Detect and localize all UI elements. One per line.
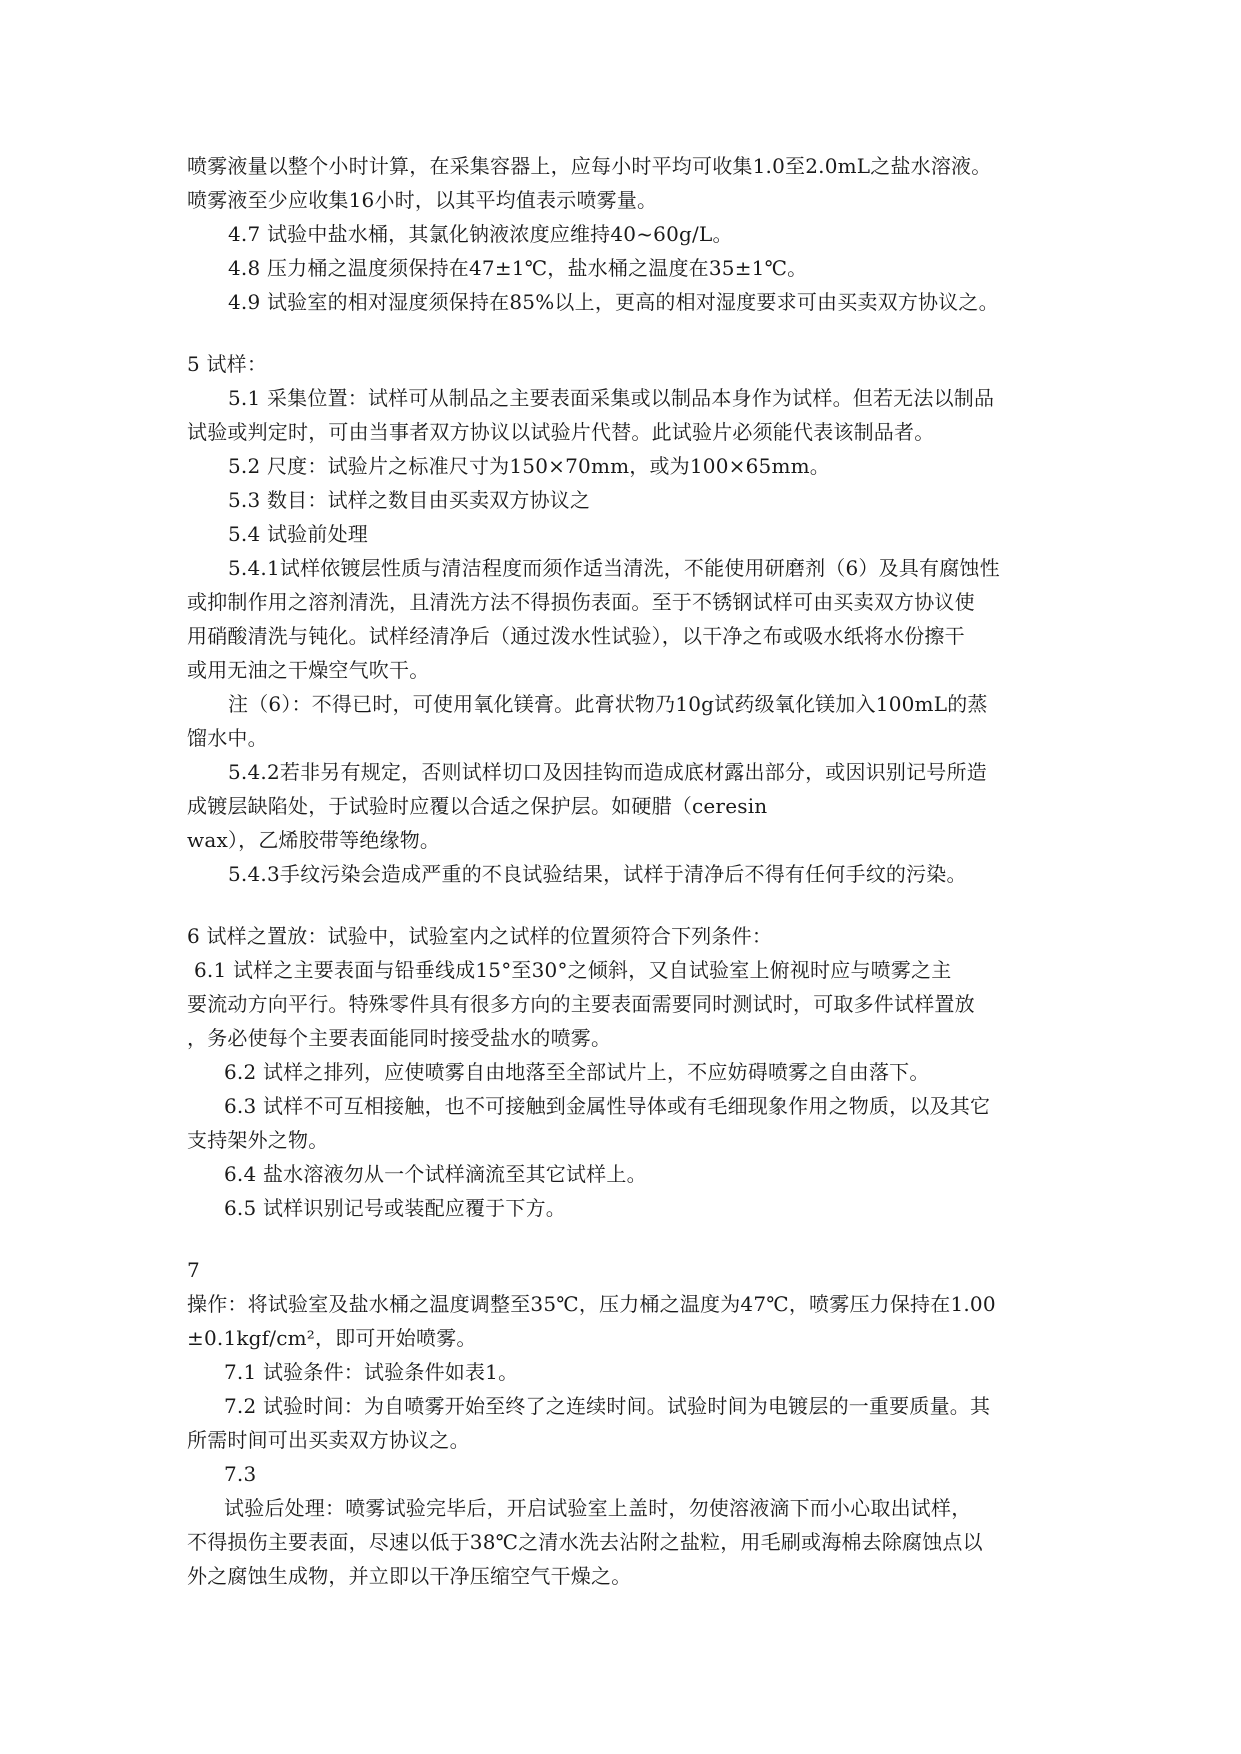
text-line: 喷雾液至少应收集16小时，以其平均值表示喷雾量。 bbox=[187, 188, 658, 212]
section-number: 7 bbox=[187, 1258, 200, 1282]
text-line: 6.2 试样之排列，应使喷雾自由地落至全部试片上，不应妨碍喷雾之自由落下。 bbox=[224, 1060, 930, 1084]
text-line: 操作：将试验室及盐水桶之温度调整至35℃，压力桶之温度为47℃，喷雾压力保持在1.00 bbox=[187, 1292, 996, 1316]
text-line: 6.3 试样不可互相接触，也不可接触到金属性导体或有毛细现象作用之物质，以及其它 bbox=[224, 1094, 991, 1118]
text-line: 或用无油之干燥空气吹干。 bbox=[187, 658, 430, 682]
text-line: 成镀层缺陷处，于试验时应覆以合适之保护层。如硬腊（ceresin bbox=[187, 794, 768, 818]
text-line: 外之腐蚀生成物，并立即以干净压缩空气干燥之。 bbox=[187, 1564, 632, 1588]
text-line: 4.9 试验室的相对湿度须保持在85%以上，更高的相对湿度要求可由买卖双方协议之。 bbox=[228, 290, 999, 314]
note-line: 馏水中。 bbox=[187, 726, 268, 750]
text-line: ，务必使每个主要表面能同时接受盐水的喷雾。 bbox=[187, 1026, 612, 1050]
text-line: 4.7 试验中盐水桶，其氯化钠液浓度应维持40~60g/L。 bbox=[228, 222, 733, 246]
text-line: 7.1 试验条件：试验条件如表1。 bbox=[224, 1360, 519, 1384]
text-line: 5.4.3手纹污染会造成严重的不良试验结果，试样于清净后不得有任何手纹的污染。 bbox=[228, 862, 967, 886]
text-line: 不得损伤主要表面，尽速以低于38℃之清水洗去沾附之盐粒，用毛刷或海棉去除腐蚀点以 bbox=[187, 1530, 983, 1554]
text-line: 用硝酸清洗与钝化。试样经清净后（通过泼水性试验），以干净之布或吸水纸将水份擦干 bbox=[187, 624, 965, 648]
text-line: 6.4 盐水溶液勿从一个试样滴流至其它试样上。 bbox=[224, 1162, 647, 1186]
text-line: wax），乙烯胶带等绝缘物。 bbox=[187, 828, 441, 852]
text-line: 5.4 试验前处理 bbox=[228, 522, 368, 546]
text-line: 7.2 试验时间：为自喷雾开始至终了之连续时间。试验时间为电镀层的一重要质量。其 bbox=[224, 1394, 991, 1418]
note-line: 注（6）：不得已时，可使用氧化镁膏。此膏状物乃10g试药级氧化镁加入100mL的蒸 bbox=[228, 692, 988, 716]
section-heading: 5 试样： bbox=[187, 352, 268, 376]
text-line: 所需时间可出买卖双方协议之。 bbox=[187, 1428, 470, 1452]
text-line: 5.4.2若非另有规定，否则试样切口及因挂钩而造成底材露出部分，或因识别记号所造 bbox=[228, 760, 987, 784]
text-line: 要流动方向平行。特殊零件具有很多方向的主要表面需要同时测试时，可取多件试样置放 bbox=[187, 992, 975, 1016]
text-line: 5.2 尺度：试验片之标准尺寸为150×70mm，或为100×65mm。 bbox=[228, 454, 830, 478]
text-line: 5.4.1试样依镀层性质与清洁程度而须作适当清洗，不能使用研磨剂（6）及具有腐蚀性 bbox=[228, 556, 1000, 580]
text-line: 4.8 压力桶之温度须保持在47±1℃，盐水桶之温度在35±1℃。 bbox=[228, 256, 808, 280]
text-line: 5.1 采集位置：试样可从制品之主要表面采集或以制品本身作为试样。但若无法以制品 bbox=[228, 386, 995, 410]
text-line: 或抑制作用之溶剂清洗，且清洗方法不得损伤表面。至于不锈钢试样可由买卖双方协议使 bbox=[187, 590, 975, 614]
text-line: 喷雾液量以整个小时计算，在采集容器上，应每小时平均可收集1.0至2.0mL之盐水溶液。 bbox=[187, 154, 992, 178]
text-line: 6.1 试样之主要表面与铅垂线成15°至30°之倾斜，又自试验室上俯视时应与喷雾之主 bbox=[194, 958, 952, 982]
section-heading: 6 试样之置放：试验中，试验室内之试样的位置须符合下列条件： bbox=[187, 924, 773, 948]
text-line: 5.3 数目：试样之数目由买卖双方协议之 bbox=[228, 488, 591, 512]
text-line: 支持架外之物。 bbox=[187, 1128, 329, 1152]
section-number: 7.3 bbox=[224, 1462, 257, 1486]
text-line: 6.5 试样识别记号或装配应覆于下方。 bbox=[224, 1196, 566, 1220]
text-line: ±0.1kgf/cm²，即可开始喷雾。 bbox=[187, 1326, 477, 1350]
text-line: 试验或判定时，可由当事者双方协议以试验片代替。此试验片必须能代表该制品者。 bbox=[187, 420, 935, 444]
text-line: 试验后处理：喷雾试验完毕后，开启试验室上盖时，勿使溶液滴下而小心取出试样， bbox=[224, 1496, 972, 1520]
